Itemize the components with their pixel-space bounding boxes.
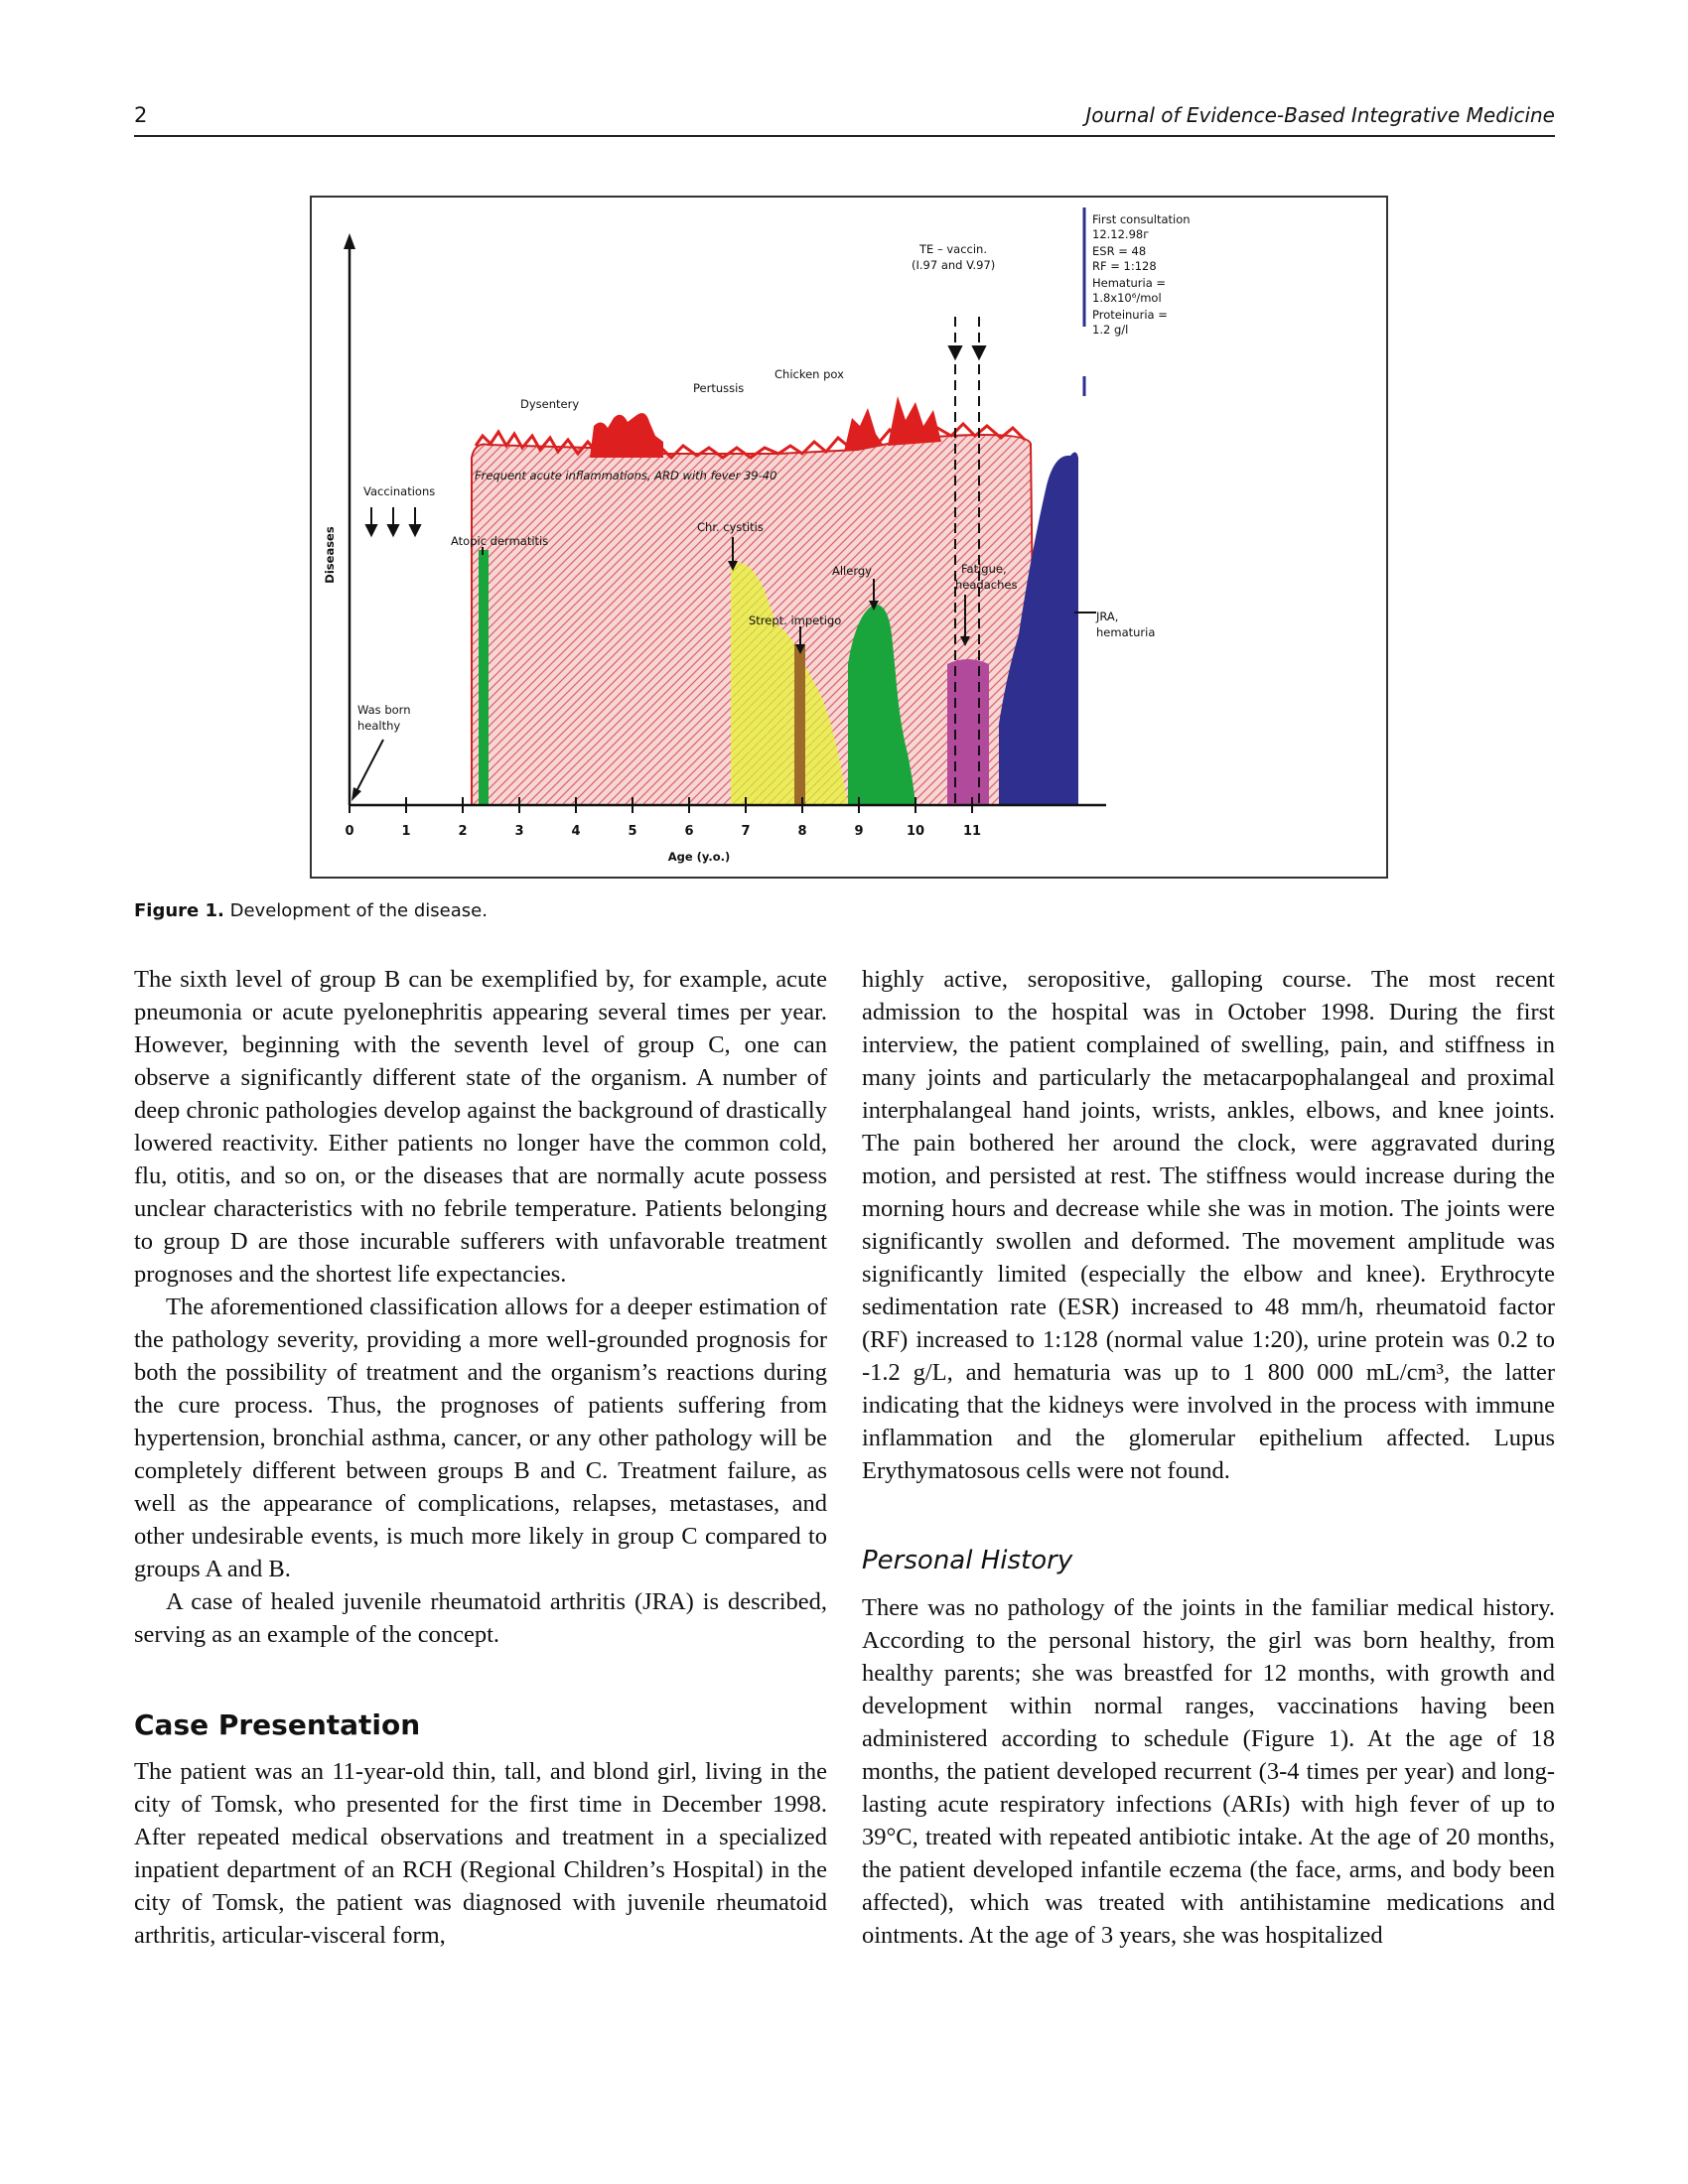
left-column: [134, 963, 827, 1952]
proteinuria-label: Proteinuria =: [1092, 308, 1168, 322]
x-tick-label: 4: [571, 824, 581, 839]
fatigue-label-1: Fatigue,: [961, 562, 1007, 576]
paragraph: There was no pathology of the joints in the familiar medical history. According to the personal history, the girl was born healthy, from healthy parents; she was breastfed for 12 months, with growth and development within normal ranges, vaccinations having been administered according to schedule (Figure 1). At the age of 18 months, the patient developed recurrent (3-4 times per year) and long-lasting acute respiratory infections (ARIs) with high fever of up to 39°C, treated with repeated antibiotic intake. At the age of 20 months, the patient developed infantile eczema (the face, arms, and body been affected), which was treated with antihistamine medications and ointments. At the age of 3 years, she was hospitalized: [862, 1594, 1555, 1949]
paragraph: The aforementioned classification allows for a deeper estimation of the pathology severity, providing a more well-grounded prognosis for both the possibility of treatment and the organism’s reactions during the cure process. Thus, the prognoses of patients suffering from hypertension, bronchial asthma, cancer, or any other pathology will be completely different between groups B and C. Treatment failure, as well as the appearance of complications, relapses, metastases, and other undesirable events, is much more likely in group C compared to groups A and B.: [134, 1294, 827, 1582]
chickenpox-label: Chicken pox: [774, 367, 844, 381]
caption-label: Figure 1.: [134, 900, 224, 921]
strept-label: Strept. impetigo: [749, 614, 842, 627]
jra-label-1: JRA,: [1096, 610, 1119, 623]
hematuria-label: Hematuria =: [1092, 276, 1167, 290]
fatigue-label-2: headaches: [955, 578, 1018, 592]
y-axis-arrow: [344, 233, 355, 249]
figure-caption: [134, 900, 488, 921]
x-tick-label: 7: [741, 824, 751, 839]
paragraph: A case of healed juvenile rheumatoid arthritis (JRA) is described, serving as an example of the concept.: [134, 1588, 827, 1648]
x-tick-label: 5: [628, 824, 637, 839]
vaccinations-label: Vaccinations: [363, 484, 436, 498]
x-tick-label: 9: [854, 824, 864, 839]
x-tick-label: 8: [797, 824, 807, 839]
paragraph: highly active, seropositive, galloping course. The most recent admission to the hospital was in October 1998. During the first interview, the patient complained of swelling, pain, and stiffness in many joints and particularly the metacarpophalangeal and proximal interphalangeal hand joints, wrists, ankles, elbows, and knee joints. The pain bothered her around the clock, were aggravated during motion, and persisted at rest. The stiffness would increase during the morning hours and decrease while she was in motion. The joints were significantly swollen and deformed. The movement amplitude was significantly limited (especially the elbow and knee). Erythrocyte sedimentation rate (ESR) increased to 48 mm/h, rheumatoid factor (RF) increased to 1:128 (normal value 1:20), urine protein was 0.2 to -1.2 g/L, and hematuria was up to 1 800 000 mL/cm³, the latter indicating that the kidneys were involved in the process with immune inflammation and the glomerular epithelium affected. Lupus Erythymatosous cells were not found.: [862, 966, 1555, 1484]
journal-title: Journal of Evidence-Based Integrative Medicine: [1085, 103, 1555, 127]
x-tick-label: 10: [906, 824, 925, 839]
running-header: [134, 101, 1555, 137]
vaccination-arrows: [366, 507, 420, 535]
fatigue-area: [947, 659, 989, 805]
pertussis-peak: [844, 408, 884, 452]
x-axis-label: Age (y.o.): [667, 850, 731, 864]
consultation-date: 12.12.98г: [1092, 227, 1150, 241]
x-tick-label: 6: [684, 824, 694, 839]
disease-timeline-chart: [312, 198, 1386, 877]
atopic-label: Atopic dermatitis: [451, 534, 549, 548]
born-arrow: [355, 740, 383, 793]
rf-value: RF = 1:128: [1092, 259, 1157, 273]
chickenpox-peak: [888, 396, 941, 446]
dysentery-label: Dysentery: [520, 397, 580, 411]
x-tick-label: 1: [401, 824, 411, 839]
te-label-2: (I.97 and V.97): [912, 258, 996, 272]
right-column: [862, 963, 1555, 1952]
figure-1: [310, 196, 1388, 879]
x-tick-label: 2: [458, 824, 468, 839]
born-arrowhead: [352, 787, 361, 801]
proteinuria-value: 1.2 g/l: [1092, 323, 1129, 337]
dysentery-peak: [590, 413, 663, 458]
chr-cystitis-label: Chr. cystitis: [697, 520, 764, 534]
page-number: 2: [134, 103, 148, 127]
x-tick-label: 11: [962, 824, 982, 839]
y-axis-label: Diseases: [323, 526, 337, 584]
x-tick-label: 0: [345, 824, 354, 839]
esr-value: ESR = 48: [1092, 244, 1147, 258]
jra-label-2: hematuria: [1096, 625, 1156, 639]
strept-impetigo-bar: [794, 644, 805, 806]
paragraph: The patient was an 11-year-old thin, tall, and blond girl, living in the city of Tomsk, who presented for the first time in December 1998. After repeated medical observations and treatment in a specialized inpatient department of an RCH (Regional Children’s Hospital) in the city of Tomsk, the patient was diagnosed with juvenile rheumatoid arthritis, articular-visceral form,: [134, 1758, 827, 1949]
first-consultation-label: First consultation: [1092, 212, 1191, 226]
caption-text: Development of the disease.: [223, 900, 488, 921]
frequent-inflammations-label: Frequent acute inflammations, ARD with fever 39-40: [475, 469, 777, 482]
section-heading-personal-history: Personal History: [862, 1546, 1073, 1575]
te-label-1: TE – vaccin.: [919, 242, 987, 256]
paragraph: The sixth level of group B can be exemplified by, for example, acute pneumonia or acute pyelonephritis appearing several times per year. However, beginning with the seventh level of group C, one can observe a significantly different state of the organism. A number of deep chronic pathologies develop against the background of drastically lowered reactivity. Either patients no longer have the common cold, flu, otitis, and so on, or the diseases that are normally acute possess unclear characteristics with no febrile temperature. Patients belonging to group D are those incurable sufferers with unfavorable treatment prognoses and the shortest life expectancies.: [134, 966, 827, 1288]
pertussis-label: Pertussis: [693, 381, 745, 395]
atopic-dermatitis-bar: [479, 550, 489, 806]
x-tick-label: 3: [514, 824, 524, 839]
hematuria-value: 1.8x10⁶/mol: [1092, 291, 1162, 305]
allergy-label: Allergy: [832, 564, 872, 578]
born-label-1: Was born: [357, 703, 411, 717]
section-heading-case-presentation: Case Presentation: [134, 1708, 421, 1741]
born-label-2: healthy: [357, 719, 401, 733]
